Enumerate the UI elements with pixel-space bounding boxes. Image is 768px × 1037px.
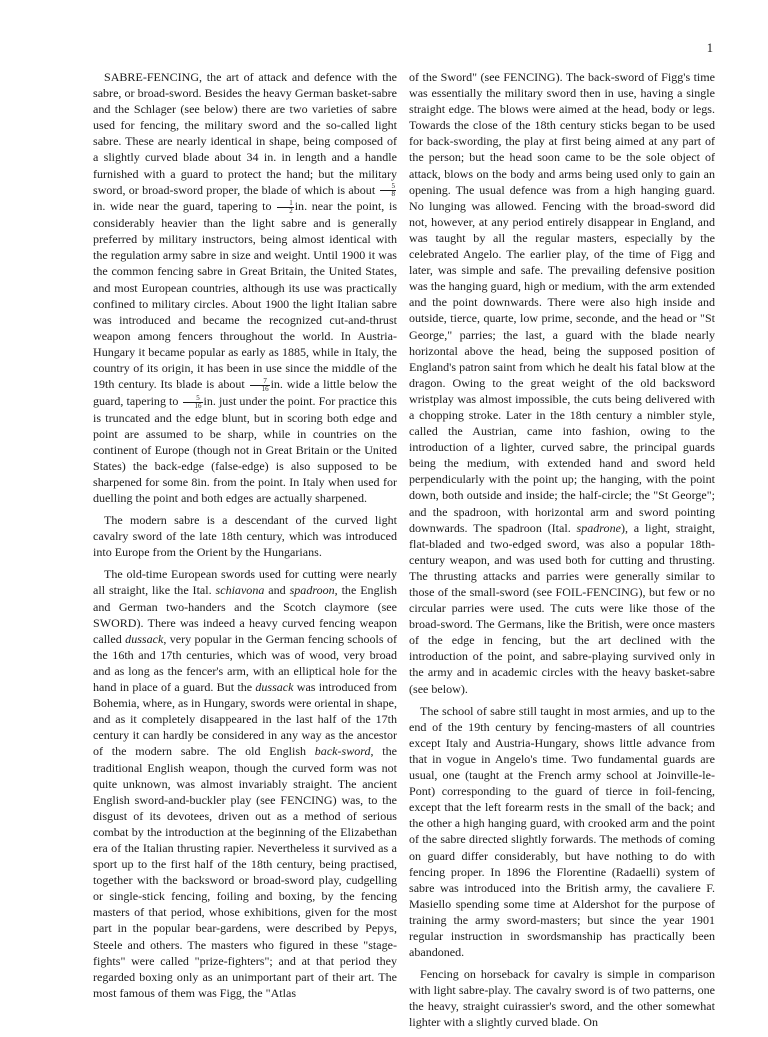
paragraph-school-of-sabre: The school of sabre still taught in most armies, and up to the end of the 19th century by fencing-masters of all countries except Italy and Austria-Hungary, shows little advance from that in vogue in Angelo's time. Two fundamental guards are usual, one (taught at the French army school at Joinville-le-Pont) corresponding to the guard of tierce in foil-fencing, except that the left forearm rests in the small of the back; and the other a high hanging guard, with crooked arm and the point of the sabre directed slightly forwards. The methods of coming on guard differ considerably, but have nothing to do with fencing proper. In 1896 the Florentine (Radaelli) system of sabre was introduced into the British army, the cavaliere F. Masiello spending some time at Aldershot for the purpose of training the army sword-masters; but since the year 1901 regular instruction in swordsmanship has practically been abandoned. bbox=[409, 703, 715, 960]
paragraph-old-time-swords: The old-time European swords used for cutting were nearly all straight, like the Ital. schiavona and spadroon, the English and German two-handers and the Scotch claymore (see SWORD). There was indeed a heavy curved fencing weapon called dussack, very popular in the German fencing schools of the 16th and 17th centuries, which was of wood, very broad and as long as the fencer's arm, with an elliptical hole for the hand in place of a guard. But the dussack was introduced from Bohemia, where, as in Hungary, swords were oriental in shape, and as it completely disappeared in the last half of the 17th century it can hardly be considered in any way as the ancestor of the modern sabre. The old English back-sword, the traditional English weapon, though the curved form was not quite unknown, was almost invariably straight. The ancient English sword-and-buckler play (see FENCING) was, to the disgust of its devotees, driven out as a method of serious combat by the introduction at the beginning of the Elizabethan era of the Italian thrusting rapier. Nevertheless it survived as a sport up to the first half of the 18th century, being practised, together with the backsword or broad-sword play, cudgelling or single-stick fencing, foiling and boxing, by the fencing masters of that period, whose exhibitions, given for the most part in the popular bear-gardens, were described by Pepys, Steele and others. The masters who figured in these "stage-fights" were called "prize-fighters"; and at that period they regarded boxing only as an unimportant part of their art. The most famous of them was Figg, the "Atlas bbox=[93, 567, 398, 1000]
fraction-five-sixteenths: $\frac{5}{16}$ bbox=[183, 395, 203, 410]
paragraph-fencing-on-horseback: Fencing on horseback for cavalry is simple in comparison with light sabre-play. The cavalry sword is of two patterns, one the heavy, straight cuirassier's sword, and the other somewhat lighter with a slightly curved blade. On bbox=[409, 967, 715, 1030]
right-column bbox=[409, 69, 715, 1037]
fraction-one-half: $\frac{1}{2}$ bbox=[277, 200, 294, 215]
fraction-five-eighths: $\frac{5}{8}$ bbox=[380, 183, 397, 198]
left-column bbox=[93, 69, 397, 1007]
page-number: 1 bbox=[706, 41, 713, 55]
paragraph-sabre-fencing-intro: SABRE-FENCING, the art of attack and defence with the sabre, or broad-sword. Besides the heavy German basket-sabre and the Schlager (see below) there are two varieties of sabre used for fencing, the military sword and the so-called light sabre. These are nearly identical in shape, being composed of a slightly curved blade about 34 in. in length and a handle furnished with a guard to protect the hand; but the military sword, or broad-sword proper, the blade of which is about $\frac{5}{8}$ in. wide near the guard, tapering to $\frac{1}{2}$ in. near the point, is considerably heavier than the light sabre and is generally preferred by military instructors, being almost identical with the regulation army sabre in size and weight. Until 1900 it was the common fencing sabre in Great Britain, the United States, and most European countries, although its use was practically confined to military circles. About 1900 the light Italian sabre was introduced and became the recognized cut-and-thrust weapon among fencers throughout the world. In Austria-Hungary it became popular as early as 1885, while in Italy, the country of its origin, it has been in use since the middle of the 19th century. Its blade is about $\frac{7}{16}$ in. wide a little below the guard, tapering to $\frac{5}{16}$ in. just under the point. For practice this is truncated and the edge blunt, but in scoring both edge and point are assumed to be sharp, while in countries on the continent of Europe (though not in Great Britain or the United States) the back-edge (false-edge) is also supposed to be sharpened for some 8in. from the point. In Italy when used for duelling the point and both edges are actually sharpened. bbox=[93, 70, 398, 505]
fraction-seven-sixteenths: $\frac{7}{16}$ bbox=[250, 378, 270, 393]
paragraph-back-sword-continued: of the Sword" (see FENCING). The back-sword of Figg's time was essentially the military sword then in use, having a single straight edge. The blows were aimed at the head, body or legs. Towards the close of the 18th century sticks began to be used for back-swording, the play at first being aimed at any part of the person; but the head soon came to be the sole object of attack, blows on the body and arms being used only to gain an opening. The usual defence was from a high hanging guard. No lunging was allowed. Fencing with the broad-sword did not, however, at any period entirely disappear in England, and was taught by all the regular masters, especially by the celebrated Angelo. The earlier play, of the time of Figg and later, was simple and safe. The prevailing defensive position was the hanging guard, high or medium, with the arm extended and the point downwards. There were also high inside and outside, tierce, quarte, low prime, seconde, and the head or "St George," parries; the last, a guard with the blade nearly horizontal above the head, being the supposed position of England's patron saint from which he dealt his fatal blow at the dragon. Owing to the great weight of the old backsword wristplay was almost impossible, the cuts being delivered with a chopping stroke. Later in the 18th century a nimbler style, called the Austrian, came into fashion, owing to the introduction of a lighter, curved sabre, the principal guards being the medium, with extended hand and sword held perpendicularly with the point up; the hanging, with the point down, both outside and inside; the half-circle; the "St George"; and the spadroon, with horizontal arm and sword pointing downwards. The spadroon (Ital. spadrone), a light, straight, flat-bladed and two-edged sword, was also a popular 18th-century weapon, and was used both for cutting and thrusting. The thrusting attacks and parries were generally similar to those of the small-sword (see FOIL-FENCING), but few or no circular parries were used. The cuts were like those of the broad-sword. The Germans, like the British, were once masters of the edge in fencing, but the art declined with the introduction of the point, and sabre-playing survived only in the army and in academic circles with the heavy basket-sabre (see below). bbox=[409, 70, 715, 696]
paragraph-modern-sabre: The modern sabre is a descendant of the curved light cavalry sword of the late 18th century, which was introduced into Europe from the Orient by the Hungarians. bbox=[93, 513, 397, 560]
